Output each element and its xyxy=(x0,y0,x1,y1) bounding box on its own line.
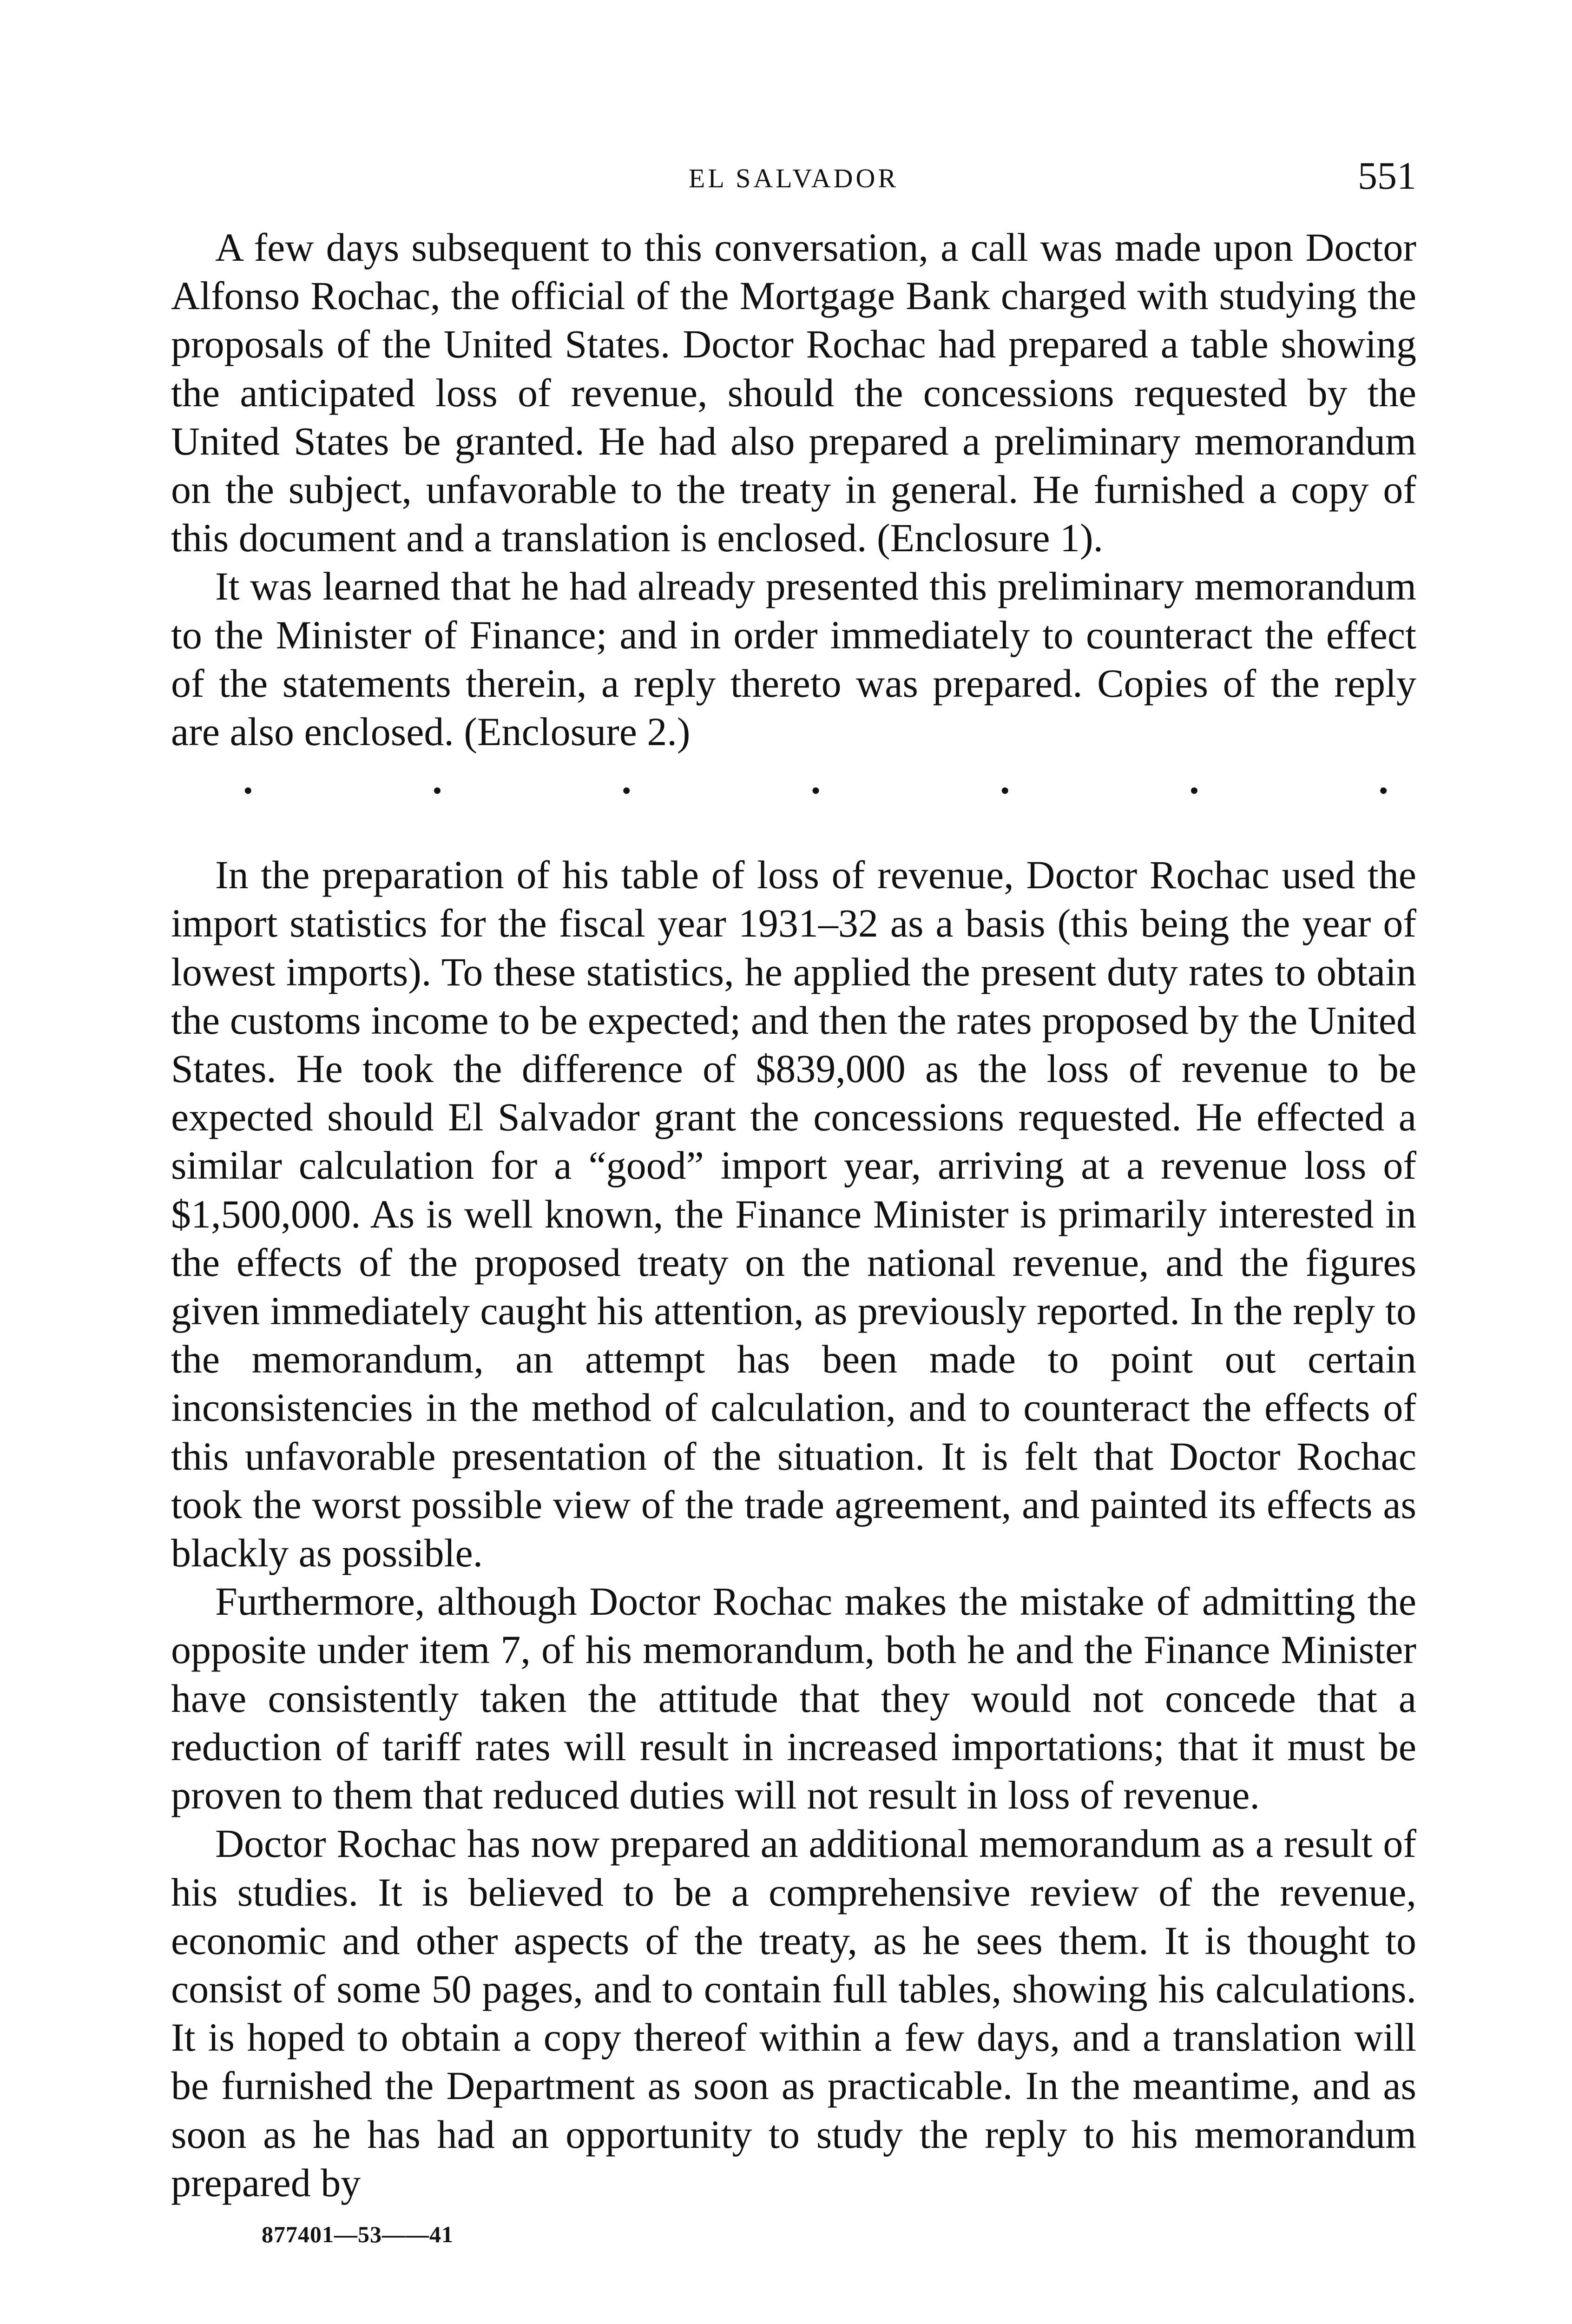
paragraph-3: In the preparation of his table of loss of revenue, Doctor Rochac used the import statistics for the fiscal year 1931–32 as a basis (this being the year of lowest imports). To these statistics, he applied the present duty rates to obtain the customs income to be expected; and then the rates proposed by the United States. He took the difference of $839,000 as the loss of revenue to be expected should El Salvador grant the concessions requested. He effected a similar calculation for a “good” import year, arriving at a revenue loss of $1,500,000. As is well known, the Finance Minister is primarily interested in the effects of the proposed treaty on the national revenue, and the figures given immediately caught his attention, as previously reported. In the reply to the memorandum, an attempt has been made to point out certain inconsistencies in the method of calculation, and to counteract the effects of this unfavorable presentation of the situation. It is felt that Doctor Rochac took the worst possible view of the trade agreement, and painted its effects as blackly as possible. xyxy=(171,852,1416,1576)
running-head xyxy=(171,153,1416,209)
omission-dot: . xyxy=(432,758,442,803)
document-page xyxy=(171,153,1416,2248)
omission-dot: . xyxy=(621,758,631,803)
omission-dots xyxy=(171,756,1416,804)
paragraph-2: It was learned that he had already presented this preliminary memorandum to the Minister of Finance; and in order immediately to counteract the effect of the statements therein, a reply thereto was prepared. Copies of the reply are also enclosed. (Enclosure 2.) xyxy=(171,564,1416,754)
print-code: 877401—53——41 xyxy=(262,2221,454,2247)
omission-dot: . xyxy=(1189,758,1199,803)
omission-dot: . xyxy=(1378,758,1388,803)
running-title: EL SALVADOR xyxy=(688,163,899,193)
page-number: 551 xyxy=(1358,154,1416,198)
omission-dot: . xyxy=(243,758,253,803)
omission-dot: . xyxy=(1000,758,1010,803)
omission-dot: . xyxy=(810,758,821,803)
paragraph-4: Furthermore, although Doctor Rochac makes the mistake of admitting the opposite under item 7, of his memorandum, both he and the Finance Minister have consistently taken the attitude that they would not concede that a reduction of tariff rates will result in increased importations; that it must be proven to them that reduced duties will not result in loss of revenue. xyxy=(171,1579,1416,1818)
body-text xyxy=(171,223,1416,2207)
paragraph-5: Doctor Rochac has now prepared an additional memorandum as a result of his studies. It is believed to be a comprehensive review of the revenue, economic and other aspects of the treaty, as he sees them. It is thought to consist of some 50 pages, and to contain full tables, showing his calculations. It is hoped to obtain a copy thereof within a few days, and a translation will be furnished the Department as soon as practicable. In the meantime, and as soon as he has had an opportunity to study the reply to his memorandum prepared by xyxy=(171,1821,1416,2205)
paragraph-1: A few days subsequent to this conversation, a call was made upon Doctor Alfonso Rochac, the official of the Mortgage Bank charged with studying the proposals of the United States. Doctor Rochac had prepared a table showing the anticipated loss of revenue, should the concessions requested by the United States be granted. He had also prepared a preliminary memorandum on the subject, unfavorable to the treaty in general. He furnished a copy of this document and a translation is enclosed. (Enclosure 1). xyxy=(171,225,1416,561)
